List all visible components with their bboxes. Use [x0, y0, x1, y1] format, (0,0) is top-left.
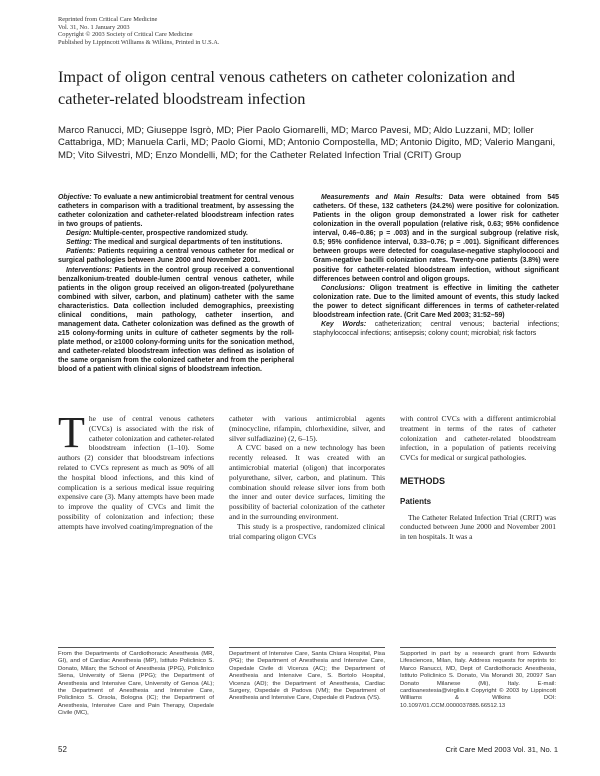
- footnote-rule: [400, 647, 556, 648]
- journal-reference: Crit Care Med 2003 Vol. 31, No. 1: [445, 745, 558, 754]
- abstract-text: Oligon treatment is effective in limiting the catheter colonization rate. Due to the limited amount of events, this study lacked the power to detect significant differences in terms of catheter-related bloodstream infection rate. (Crit Care Med 2003; 31:52–59): [313, 284, 559, 319]
- footnote-text: Department of Intensive Care, Santa Chiara Hospital, Pisa (PG); the Department of Anesthesia and Intensive Care, Ospedale Civile di Vicenza (AC); the Department of Anesthesia and Intensive Care, S. Bortolo Hospital, Vicenza (AD); the Department of Anesthesia, Cardiac Surgery, Ospedale di Padova (VM); the Department of Anesthesia and Intensive Care, Ospedale di Padova (VS).: [229, 651, 385, 702]
- body-paragraph: catheter with various antimicrobial agents (minocycline, rifampin, chlorhexidine, silver, and silver sulfadiazine) (2, 6–15).: [229, 414, 385, 443]
- keywords-text: catheterization; central venous; bacterial infections; staphylococcal infections; antisepsis; colony count; microbial; risk factors: [313, 320, 559, 337]
- drop-cap: T: [58, 408, 85, 457]
- footnote-text: Supported in part by a research grant from Edwards Lifesciences, Milan, Italy. Address requests for reprints to: Marco Ranucci, MD, Dept of Cardiothoracic Anesthesia, Istituto Policlinico S. Donato, Via Morandi 30, 20097 San Donato Milanese (Mi), Italy. E-mail: cardioanestesia@virgilio.it Copyright © 2003 by Lippincott Williams & Wilkins DOI: 10.1097/01.CCM.0000037885.66512.13: [400, 651, 556, 709]
- body-paragraph: The Catheter Related Infection Trial (CRIT) was conducted between June 2000 and November 2001 in ten hospitals. It was a: [400, 512, 556, 542]
- abstract-paragraph: [58, 238, 294, 247]
- subsection-heading: Patients: [400, 496, 432, 506]
- footnote-affiliations: [58, 651, 214, 718]
- header-line: Reprinted from Critical Care Medicine: [58, 16, 158, 23]
- footnote-rule: [58, 647, 214, 648]
- abstract-paragraph: [58, 247, 294, 265]
- abstract-left: [58, 193, 294, 374]
- footnote-rule: [229, 647, 385, 648]
- header-line: Copyright © 2003 Society of Critical Care Medicine: [58, 31, 193, 39]
- abstract-paragraph: [58, 229, 294, 238]
- body-text: he use of central venous catheters (CVCs) is associated with the risk of catheter colonization and catheter-related bloodstream infection (1–10). Some authors (2) consider that bloodstream infections related to CVCs represent as much as 90% of all the hospital blood infections, and this kind of complication is a serious medical issue requiring expensive care (3). Many attempts have been made to improve the quality of CVCs and limit the possibility of colonization and infection; these attempts have involved coating/impregnation of the: [58, 414, 214, 531]
- body-paragraph: A CVC based on a new technology has been recently released. It was created with an antimicrobial material (oligon) that incorporates polyurethane, silver, carbon, and platinum. This combination should release silver ions from both the inner and outer device surfaces, limiting the possibility of bacterial colonization of the catheter and in the surrounding environment.: [229, 443, 385, 521]
- abstract-text: Data were obtained from 545 catheters. Of these, 132 catheters (24.2%) were positive for colonization. Patients in the oligon group demonstrated a lower risk for catheter colonization in the overall population (relative risk, 0.63; 95% confidence interval, 0.46–0.86; p = .003) and in the surgical subgroup (relative risk, 0.5; 95% confidence interval, 0.33–0.76; p = .001). Significant differences between groups were detected for coagulase-negative staphylococci and Gram-negative bacilli colonization rates. Twenty-one patients (3.8%) were positive for catheter-related bloodstream infection, without significant differences between control and oligon groups.: [313, 194, 560, 283]
- header-line: Vol. 31, No. 1 January 2003: [58, 23, 130, 31]
- abstract-label: Interventions:: [66, 266, 112, 274]
- body-column-2: [229, 414, 385, 541]
- header-line: Published by Lippincott Williams & Wilkins, Printed in U.S.A.: [58, 38, 220, 46]
- abstract-label: Setting:: [66, 239, 92, 247]
- abstract-text: The medical and surgical departments of ten institutions.: [93, 239, 283, 247]
- footnote-text: From the Departments of Cardiothoracic Anesthesia (MR, GI), and of Cardiac Anesthesia (MP), Istituto Policlinico S. Donato, Milan; the School of Anesthesia (PPG), Policlinico Siena, University of Siena (PPG); the Department of Anesthesia and Intensive Care, University of Genoa (AL); the Department of Anesthesia and Intensive Care, Policlinico S. Orsola, Bologna (IC); the Department of Anesthesia, Intensive Care and Pain Therapy, Ospedale Civile (MC),: [58, 651, 214, 717]
- page-number: 52: [58, 745, 67, 754]
- abstract-right: [313, 193, 559, 338]
- footnote-affiliations-cont: [229, 651, 385, 703]
- section-heading: METHODS: [400, 475, 445, 486]
- abstract-text: Patients in the control group received a conventional benzalkonium-treated double-lumen central venous catheter, while patients in the oligon group received an oligon-treated (polyurethane combined with silver, carbon, and platinum) catheter with the same characteristics. Data collection included demographics, preexisting clinical conditions, main pathology, catheter insertion, and management data. Catheter colonization was defined as the growth of ≥15 colony-forming units in culture of catheter segments by the roll-plate method, or ≥1000 colony-forming units for the sonication method, and catheter-related bloodstream infection was defined as isolation of the same organism from the colonized catheter and from the peripheral blood of a patient with clinical signs of bloodstream infection.: [58, 266, 294, 374]
- body-paragraph: This study is a prospective, randomized clinical trial comparing oligon CVCs: [229, 521, 385, 541]
- body-paragraph: with control CVCs with a different antimicrobial treatment in terms of the rates of catheter colonization and catheter-related bloodstream infection, in a population of patients receiving CVCs for medical or surgical pathologies.: [400, 414, 556, 463]
- abstract-label: Measurements and Main Results:: [321, 194, 443, 201]
- abstract-label: Design:: [66, 230, 92, 238]
- abstract-paragraph: [313, 284, 559, 320]
- article-title: Impact of oligon central venous catheters on catheter colonization and catheter-related bloodstream infection: [58, 67, 516, 108]
- abstract-text: To evaluate a new antimicrobial treatment for central venous catheters in comparison with a traditional treatment, by assessing the catheter colonization and catheter-related bloodstream infection rates in two groups of patients.: [58, 194, 294, 229]
- body-column-3: [400, 414, 556, 542]
- journal-header: [58, 16, 358, 46]
- abstract-text: Multiple-center, prospective randomized study.: [93, 230, 248, 238]
- abstract-paragraph: [58, 266, 294, 375]
- abstract-text: Patients requiring a central venous catheter for medical or surgical pathologies between June 2000 and November 2001.: [58, 248, 294, 265]
- body-paragraph: [58, 408, 214, 532]
- abstract-label: Objective:: [58, 194, 92, 201]
- abstract-paragraph: [58, 193, 294, 229]
- abstract-label: Patients:: [66, 248, 96, 256]
- body-column-1: [58, 408, 214, 532]
- abstract-label: Key Words:: [321, 320, 367, 328]
- abstract-label: Conclusions:: [321, 284, 365, 292]
- keywords: [313, 320, 559, 338]
- author-list: Marco Ranucci, MD; Giuseppe Isgrò, MD; Pier Paolo Giomarelli, MD; Marco Pavesi, MD; Aldo Luzzani, MD; Ioller Cattabriga, MD; Manuela Carli, MD; Paolo Giomi, MD; Antonio Compostella, MD; Antonio Digito, MD; Valerio Mangani, MD; Vito Silvestri, MD; Enzo Mondelli, MD; for the Catheter Related Infection Trial (CRIT) Group: [58, 125, 556, 161]
- abstract-paragraph: [313, 193, 559, 284]
- footnote-correspondence: [400, 651, 556, 710]
